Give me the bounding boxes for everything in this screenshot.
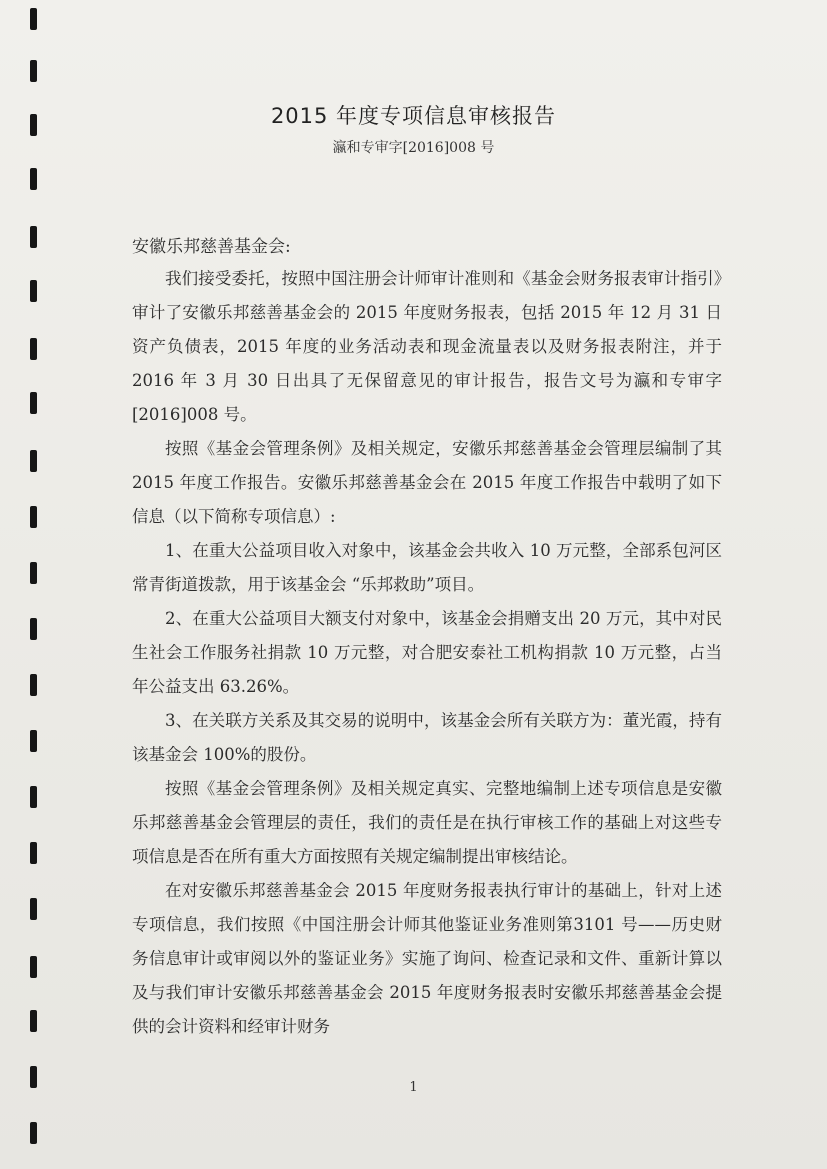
- binding-hole: [30, 1122, 37, 1144]
- page-number: 1: [409, 1080, 418, 1095]
- paragraph: 2、在重大公益项目大额支付对象中，该基金会捐赠支出 20 万元，其中对民生社会工作服务社捐款 10 万元整，对合肥安泰社工机构捐款 10 万元整，占当年公益支出 63.26%。: [132, 609, 722, 696]
- salutation: 安徽乐邦慈善基金会:: [132, 237, 291, 257]
- binding-hole: [30, 562, 37, 584]
- paragraph: 我们接受委托，按照中国注册会计师审计准则和《基金会财务报表审计指引》审计了安徽乐邦慈善基金会的 2015 年度财务报表，包括 2015 年 12 月 31 日资产负债表，2015 年度的业务活动表和现金流量表以及财务报表附注，并于 2016 年 3 月 30 日出具了无保留意见的审计报告，报告文号为瀛和专审字[2016]008 号。: [132, 269, 722, 424]
- binding-hole: [30, 786, 37, 808]
- binding-hole: [30, 60, 37, 82]
- binding-hole: [30, 898, 37, 920]
- paragraph: 1、在重大公益项目收入对象中，该基金会共收入 10 万元整，全部系包河区常青街道拨款，用于该基金会 “乐邦救助”项目。: [132, 541, 722, 594]
- binding-hole: [30, 450, 37, 472]
- paragraph: 3、在关联方关系及其交易的说明中，该基金会所有关联方为：董光霞，持有该基金会 100%的股份。: [132, 711, 722, 764]
- binding-hole: [30, 8, 37, 30]
- binding-hole: [30, 392, 37, 414]
- binding-hole: [30, 168, 37, 190]
- paragraph: 按照《基金会管理条例》及相关规定真实、完整地编制上述专项信息是安徽乐邦慈善基金会管理层的责任，我们的责任是在执行审核工作的基础上对这些专项信息是否在所有重大方面按照有关规定编制提出审核结论。: [132, 779, 722, 866]
- binding-hole: [30, 280, 37, 302]
- binding-hole: [30, 1010, 37, 1032]
- paragraph: 在对安徽乐邦慈善基金会 2015 年度财务报表执行审计的基础上，针对上述专项信息，我们按照《中国注册会计师其他鉴证业务准则第3101 号——历史财务信息审计或审阅以外的鉴证业务》实施了询问、检查记录和文件、重新计算以及与我们审计安徽乐邦慈善基金会 2015 年度财务报表时安徽乐邦慈善基金会提供的会计资料和经审计财务: [132, 881, 722, 1036]
- binding-hole: [30, 842, 37, 864]
- report-body: [132, 262, 722, 1044]
- binding-holes: [0, 0, 60, 1169]
- binding-hole: [30, 674, 37, 696]
- binding-hole: [30, 226, 37, 248]
- report-title: 2015 年度专项信息审核报告: [270, 104, 557, 128]
- binding-hole: [30, 338, 37, 360]
- binding-hole: [30, 618, 37, 640]
- paragraph: 按照《基金会管理条例》及相关规定，安徽乐邦慈善基金会管理层编制了其 2015 年度工作报告。安徽乐邦慈善基金会在 2015 年度工作报告中载明了如下信息（以下简称专项信息）:: [132, 439, 722, 526]
- binding-hole: [30, 956, 37, 978]
- binding-hole: [30, 506, 37, 528]
- document-number: 瀛和专审字[2016]008 号: [332, 140, 495, 156]
- binding-hole: [30, 730, 37, 752]
